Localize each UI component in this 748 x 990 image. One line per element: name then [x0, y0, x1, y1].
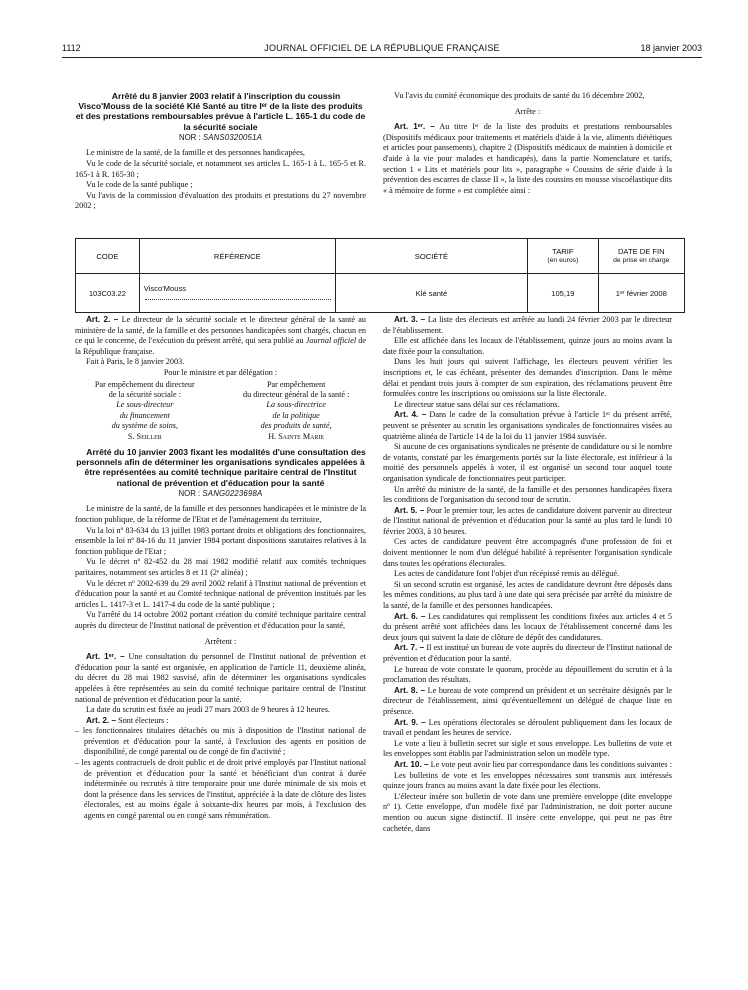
- page-number: 1112: [62, 43, 81, 53]
- list-item: – les agents contractuels de droit public et de droit privé employés par l'Institut national de prévention et d'éducation pour la santé et bénéficiant d'un contrat à durée indéterminée ou recrutés à titre temporaire pour une durée minimale de six mois et dont la présence dans les services de l'institut, appréciée à la date de clôture des listes électorales, est au moins égale à soixante-dix heures par mois, à l'exclusion des agents en congé parental ou en congé sans rémunération.: [75, 758, 366, 821]
- decree1-left-column: [75, 91, 366, 212]
- decree2-para: Vu l'arrêté du 14 octobre 2002 portant création du comité technique paritaire central auprès du directeur de l'Institut national de prévention et d'éducation pour la santé,: [75, 610, 366, 630]
- decree2-para: Vu la loi nº 83-634 du 13 juillet 1983 portant droits et obligations des fonctionnaires, ensemble la loi nº 84-16 du 11 janvier 1984 portant dispositions statutaires relatives à la fonction publique de l'Etat ;: [75, 525, 366, 556]
- decree2-article-9: Art. 9. – Les opérations électorales se déroulent publiquement dans les locaux de travail et pendant les heures de service.: [383, 717, 672, 738]
- decree1-para: Vu le code de la santé publique ;: [86, 180, 193, 190]
- product-table: [75, 238, 685, 313]
- decree1-para: Vu le code de la sécurité sociale, et notamment ses articles L. 165-1 à L. 165-5 et R. 165-1 à R. 165-30 ;: [75, 159, 366, 179]
- decree1-fait: Fait à Paris, le 8 janvier 2003.: [86, 357, 185, 367]
- col-header-date-fin: DATE DE FIN de prise en charge: [598, 239, 684, 274]
- cell-tarif: 105,19: [528, 274, 599, 313]
- cell-societe: Klé santé: [335, 274, 527, 313]
- decree2-article-2: Art. 2. – Sont électeurs :: [86, 715, 169, 725]
- list-item: – les fonctionnaires titulaires détachés ou mis à disposition de l'Institut national de prévention et d'éducation pour la santé, à l'exclusion des agents en position de disponibilité, de congé parental ou de congé de fin d'activité ;: [75, 726, 366, 757]
- signature-left: Par empêchement du directeur de la sécurité sociale : Le sous-directeur du financement du système de soins, S. Seiller: [94, 379, 195, 441]
- decree2-article-7: Art. 7. – Il est institué un bureau de vote auprès du directeur de l'Institut national de prévention et d'éducation pour la santé.: [383, 643, 673, 663]
- col-header-societe: SOCIÉTÉ: [335, 239, 527, 274]
- decree1-para: Le ministre de la santé, de la famille et des personnes handicapées,: [86, 148, 305, 158]
- decree1-title: Arrêté du 8 janvier 2003 relatif à l'inscription du coussin Visco'Mouss de la société Klé Santé au titre Iᵉʳ de la liste des produits et des prestations remboursables prévue à l'article L. 165-1 du code de la sécurité sociale: [75, 91, 366, 132]
- decree1-article-1: Art. 1ᵉʳ. – Au titre Iᵉʳ de la liste des produits et prestations remboursables (Dispositifs médicaux pour traitements et matériels d'aide à la vie, aliments diététiques et articles pour pansements), chapitre 2 (Dispositifs médicaux de maintien à domicile et d'aide à la vie pour malades et handicapés), dans la partie Nomenclature et tarifs, section 1 « Lits et matériels pour lits », paragraphe « Coussins de série d'aide à la prévention des escarres de classe II », la liste des coussins en mousse viscoélastique dits « à mémoire de forme » est complétée ainsi :: [383, 122, 672, 195]
- decree2-para: Le vote a lieu à bulletin secret sur sigle et sous enveloppe. Les bulletins de vote et les enveloppes sont établis par l'administration selon un modèle type.: [383, 738, 672, 759]
- decree2-para: Un arrêté du ministre de la santé, de la famille et des personnes handicapées fixera les conditions de l'organisation du second tour de scrutin.: [383, 484, 672, 505]
- signature-right: Par empêchement du directeur général de la santé : La sous-directrice de la politique des produits de santé, H. Sainte Marie: [242, 379, 350, 441]
- signature-block: [75, 380, 366, 442]
- cell-date-fin: 1ᵉʳ février 2008: [598, 274, 684, 313]
- decree2-article-8: Art. 8. – Le bureau de vote comprend un président et un secrétaire désignés par le directeur de l'établissement, ainsi qu'éventuellement un délégué de chaque liste en présence.: [383, 685, 672, 716]
- decree2-para: Elle est affichée dans les locaux de l'établissement, quinze jours au moins avant la date fixée pour la consultation.: [383, 336, 672, 356]
- decree2-arretent: Arrêtent :: [204, 636, 237, 646]
- decree2-para: Si aucune de ces organisations syndicales ne présente de candidature ou si le nombre de votants, constaté par les émargements portés sur la liste électorale, est inférieur à la moitié des personnels appelés à voter, il est organisé un second tour auquel toute organisation syndicale de fonctionnaires peut participer.: [383, 442, 672, 483]
- decree2-para: Si un second scrutin est organisé, les actes de candidature devront être déposés dans les mêmes conditions, au plus tard à une date qui sera précisée par arrêté du ministre de la santé, de la famille et des personnes handicapées.: [383, 579, 672, 611]
- decree2-para: Le directeur statue sans délai sur ces réclamations.: [394, 399, 560, 409]
- decree2-title: Arrêté du 10 janvier 2003 fixant les modalités d'une consultation des personnels afin de déterminer les organisations syndicales appelées à être représentées au comité technique paritaire central de l'Institut national de prévention et d'éducation pour la santé: [76, 447, 366, 488]
- decree2-para: Le bureau de vote constate le quorum, procède au dépouillement du scrutin et à la proclamation des résultats.: [383, 664, 672, 685]
- col-header-reference: RÉFÉRENCE: [139, 239, 335, 274]
- journal-title: JOURNAL OFFICIEL DE LA RÉPUBLIQUE FRANÇAISE: [264, 43, 500, 53]
- col-header-tarif: TARIF (en euros): [528, 239, 599, 274]
- header-rule: [62, 57, 702, 58]
- decree2-para: La date du scrutin est fixée au jeudi 27 mars 2003 de 9 heures à 12 heures.: [86, 705, 330, 715]
- col-header-code: CODE: [76, 239, 140, 274]
- running-header: [62, 43, 702, 57]
- bottom-right-column: [383, 315, 672, 834]
- decree2-article-1: Art. 1ᵉʳ. – Une consultation du personnel de l'Institut national de prévention et d'éducation pour la santé est organisée, en application de l'article 11, deuxième alinéa, du décret du 28 mai 1982 susvisé, afin de déterminer les organisations syndicales appelées à être représentées au sein du comité technique paritaire central de l'Institut national de prévention et d'éducation pour la santé.: [75, 652, 366, 704]
- decree2-article-5: Art. 5. – Pour le premier tour, les actes de candidature doivent parvenir au directeur de l'Institut national de prévention et d'éducation pour la santé au plus tard le lundi 10 février 2003, à 10 heures.: [383, 505, 672, 536]
- decree1-para: Vu l'avis de la commission d'évaluation des produits et prestations du 27 novembre 2002 ;: [75, 190, 366, 211]
- decree1-nor: NOR : SANS0320051A: [178, 132, 263, 142]
- decree2-article-10: Art. 10. – Le vote peut avoir lieu par correspondance dans les conditions suivantes :: [394, 759, 672, 769]
- decree1-right-column: [383, 91, 672, 196]
- table-row: [76, 274, 685, 313]
- cell-code: 103C03.22: [76, 274, 140, 313]
- decree2-article-4: Art. 4. – Dans le cadre de la consultation prévue à l'article 1ᵉʳ du présent arrêté, peuvent se présenter au scrutin les organisations syndicales de fonctionnaires visées au quatrième alinéa de l'article 14 de la loi du 11 janvier 1984 susvisée.: [383, 410, 672, 441]
- decree2-para: Dans les huit jours qui suivent l'affichage, les électeurs peuvent vérifier les inscriptions et, le cas échéant, présenter des demandes d'inscription. Dans le même délai et pendant trois jours à compter de son expiration, des réclamations peuvent être formulées contre les inscriptions ou omissions sur la liste électorale.: [383, 357, 672, 399]
- decree2-para: L'électeur insère son bulletin de vote dans une première enveloppe (dite enveloppe nº 1). Cette enveloppe, d'un modèle fixé par l'administration, ne doit porter aucune mention ou aucun signe distinctif. Il insère cette enveloppe, qui peut ne pas être cachetée, dans: [383, 791, 672, 833]
- issue-date: 18 janvier 2003: [640, 43, 702, 53]
- decree2-para: Vu le décret nº 2002-639 du 29 avril 2002 relatif à l'Institut national de prévention et d'éducation pour la santé et au Comité technique national de prévention institués par les articles L. 1417-3 et L. 1417-4 du code de la santé publique ;: [75, 578, 366, 609]
- decree1-delegation: Pour le ministre et par délégation :: [163, 367, 278, 377]
- decree1-arrete: Arrête :: [514, 106, 541, 116]
- cell-reference: Visco'Mouss: [139, 274, 335, 313]
- decree1-para: Vu l'avis du comité économique des produits de santé du 16 décembre 2002,: [394, 91, 645, 100]
- decree2-para: Les actes de candidature font l'objet d'un récépissé remis au délégué.: [394, 569, 620, 579]
- decree2-article-3: Art. 3. – La liste des électeurs est arrêtée au lundi 24 février 2003 par le directeur de l'établissement.: [383, 315, 672, 335]
- decree2-article-6: Art. 6. – Les candidatures qui remplissent les conditions fixées aux articles 4 et 5 du présent arrêté sont affichées dans les locaux de l'établissement concerné dans les deux jours qui suivent la date de clôture de dépôt des candidatures.: [383, 611, 673, 642]
- decree2-nor: NOR : SANG0223698A: [178, 488, 263, 498]
- decree1-article-2: Art. 2. – Le directeur de la sécurité sociale et le directeur général de la santé au ministère de la santé, de la famille et des personnes handicapées sont chargés, chacun en ce qui le concerne, de l'exécution du présent arrêté, qui sera publié au Journal officiel de la République française.: [75, 315, 367, 356]
- bottom-left-column: [75, 315, 366, 822]
- decree2-para: Vu le décret nº 82-452 du 28 mai 1982 modifié relatif aux comités techniques paritaires, notamment ses articles 8 et 11 (2ᵉ alinéa) ;: [75, 557, 366, 577]
- decree2-para: Le ministre de la santé, de la famille et des personnes handicapées et le ministre de la fonction publique, de la réforme de l'Etat et de l'aménagement du territoire,: [75, 504, 366, 524]
- decree2-para: Ces actes de candidature peuvent être accompagnés d'une profession de foi et doivent mentionner le nom d'un délégué habilité à représenter l'organisation syndicale dans toutes les opérations électorales.: [383, 537, 672, 568]
- decree2-para: Les bulletins de vote et les enveloppes nécessaires sont transmis aux intéressés quinze jours francs au moins avant la date fixée pour les élections.: [383, 770, 672, 791]
